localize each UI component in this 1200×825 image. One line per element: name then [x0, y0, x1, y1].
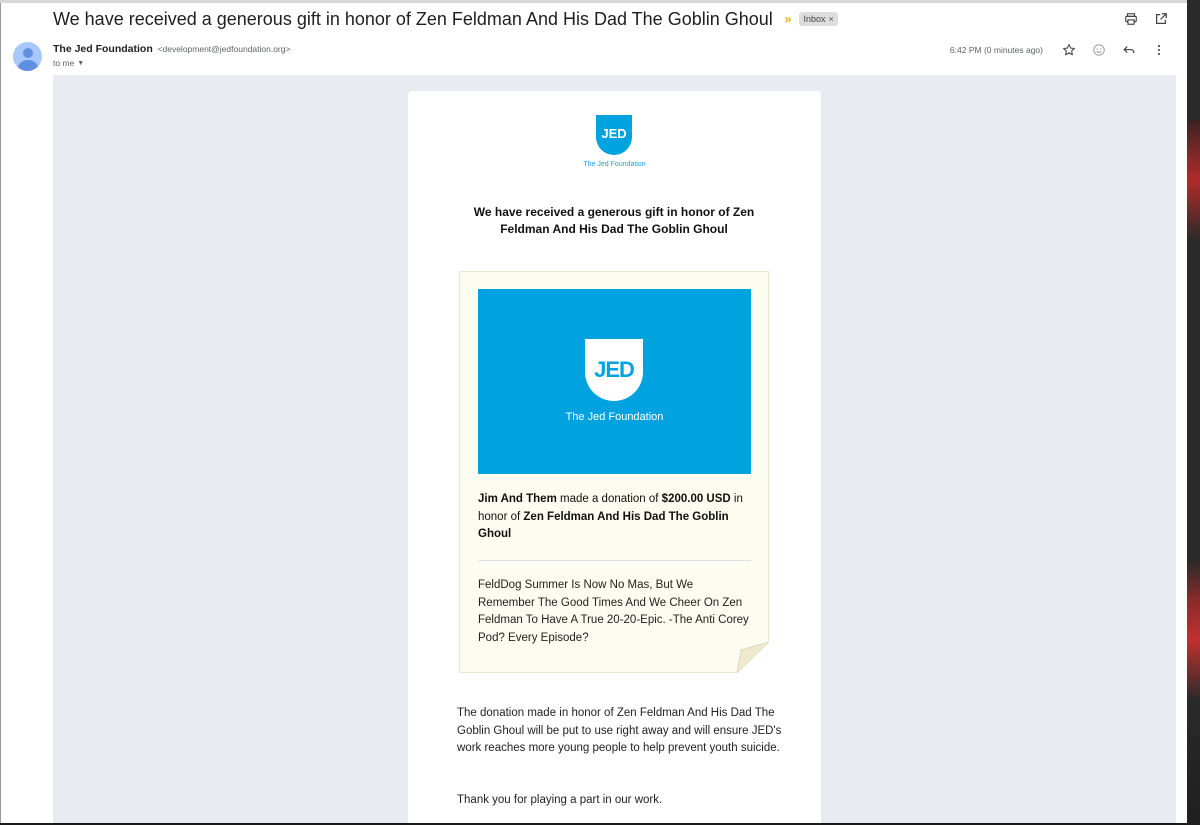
- sender-email: <development@jedfoundation.org>: [157, 44, 291, 54]
- email-subject: We have received a generous gift in honor of Zen Feldman And His Dad The Goblin Ghoul: [53, 8, 773, 29]
- donation-amount: $200.00 USD: [661, 493, 731, 505]
- recipient-line[interactable]: [53, 58, 84, 68]
- message-timestamp: 6:42 PM (0 minutes ago): [949, 45, 1043, 55]
- email-card: [408, 91, 821, 823]
- banner-caption: The Jed Foundation: [565, 411, 664, 423]
- importance-marker-icon[interactable]: »: [784, 12, 792, 26]
- email-window: [0, 3, 1187, 823]
- background-window-edge: [1187, 0, 1200, 825]
- banner-logo-text: JED: [594, 357, 634, 382]
- sender-avatar[interactable]: [13, 42, 42, 71]
- message-meta: [950, 42, 1167, 58]
- top-actions: [1123, 11, 1169, 27]
- more-vert-icon[interactable]: [1151, 42, 1167, 58]
- remove-label-icon[interactable]: ×: [828, 14, 834, 24]
- jed-banner-image: [478, 289, 751, 474]
- donor-message: FeldDog Summer Is Now No Mas, But We Remember The Good Times And We Cheer On Zen Feldman To Have A True 20-20-Epic. -The Anti Corey Pod? Every Episode?: [478, 579, 749, 644]
- body-paragraph-2: Thank you for playing a part in our work.: [457, 794, 663, 806]
- logo-small-text: JED: [601, 126, 627, 141]
- body-paragraph-1: The donation made in honor of Zen Feldman And His Dad The Goblin Ghoul will be put to use right away and will ensure JED's work reaches more young people to help prevent youth suicide.: [457, 707, 782, 754]
- print-icon[interactable]: [1123, 11, 1139, 27]
- star-icon[interactable]: [1061, 42, 1077, 58]
- reply-icon[interactable]: [1121, 42, 1137, 58]
- inbox-label-text: Inbox: [803, 14, 826, 24]
- emoji-icon[interactable]: [1091, 42, 1107, 58]
- donation-text-part2: in honor of: [478, 493, 743, 523]
- avatar-body-shape: [18, 60, 38, 71]
- avatar-head-shape: [23, 48, 33, 58]
- inbox-label-chip[interactable]: [799, 12, 837, 26]
- email-headline: We have received a generous gift in honor of Zen Feldman And His Dad The Goblin Ghoul: [473, 205, 755, 236]
- sender-name[interactable]: The Jed Foundation: [53, 43, 153, 55]
- donor-name: Jim And Them: [478, 493, 557, 505]
- sender-line: [53, 43, 290, 55]
- jed-banner-logo-icon: [585, 339, 643, 401]
- subject-row: [53, 8, 838, 30]
- open-in-new-icon[interactable]: [1153, 11, 1169, 27]
- logo-caption: The Jed Foundation: [583, 161, 646, 168]
- donation-text-part1: made a donation of: [556, 493, 662, 505]
- honoree-name: Zen Feldman And His Dad The Goblin Ghoul: [478, 510, 729, 540]
- note-divider: [478, 560, 751, 561]
- recipient-text: to me: [53, 58, 75, 68]
- jed-logo-icon: [596, 115, 632, 155]
- donation-summary: [478, 491, 751, 544]
- chevron-down-icon[interactable]: ▼: [77, 59, 85, 67]
